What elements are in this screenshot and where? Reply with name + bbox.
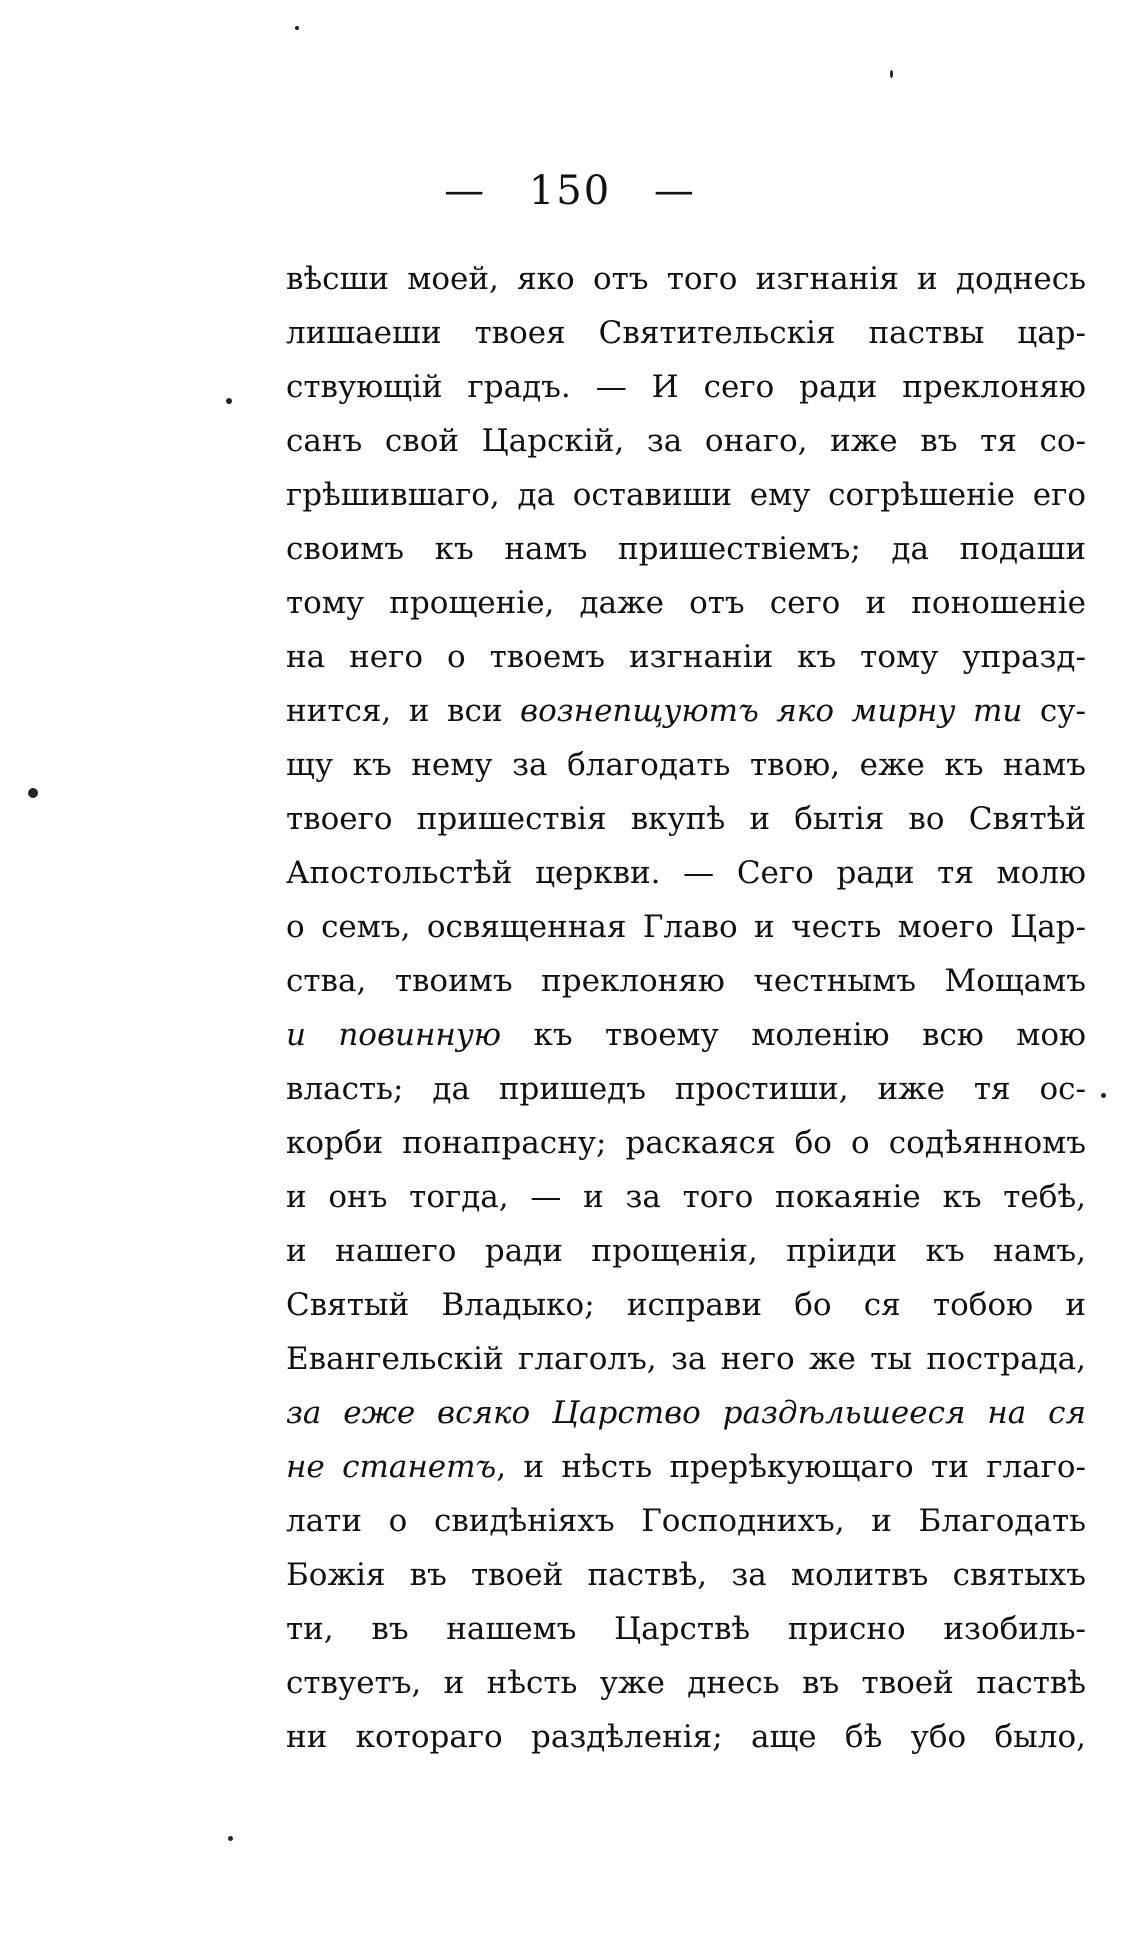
text-line: лати о свидѣніяхъ Господнихъ, и Благодать [286, 1503, 1086, 1539]
text-line: Евангельскій глаголъ, за него же ты пострада, [286, 1341, 1086, 1377]
text-line: не станетъ, и нѣсть прерѣкующаго ти глаго- [286, 1449, 1086, 1485]
text-line: лишаеши твоея Святительскія паствы цар- [286, 315, 1086, 351]
text-line: санъ свой Царскій, за онаго, иже въ тя со- [286, 423, 1086, 459]
text-line: ствуетъ, и нѣсть уже днесь въ твоей паствѣ [286, 1665, 1086, 1701]
italic-phrase: за еже всяко Царство раздѣльшееся на ся [286, 1395, 1086, 1431]
text-line: Апостольстѣй церкви. — Сего ради тя молю [286, 855, 1086, 891]
text-line: ствующій градъ. — И сего ради преклоняю [286, 369, 1086, 405]
text-line: нится, и вси вознепщуютъ яко мирну ти су- [286, 693, 1086, 729]
text-line [286, 1386, 1086, 1440]
text-line: грѣшившаго, да оставиши ему согрѣшеніе его [286, 477, 1086, 513]
text-line: ни котораго раздѣленія; аще бѣ убо было, [286, 1719, 1086, 1755]
page-header [0, 168, 1140, 214]
text-line: на него о твоемъ изгнаніи къ тому упразд- [286, 639, 1086, 675]
paper-speck [1101, 1093, 1106, 1098]
paper-speck [228, 1836, 233, 1841]
text-line: ства, твоимъ преклоняю честнымъ Мощамъ [286, 963, 1086, 999]
text-line: твоего пришествія вкупѣ и бытія во Святѣй [286, 801, 1086, 837]
paper-speck [295, 26, 299, 30]
text-line: о семъ, освященная Главо и честь моего Цар- [286, 909, 1086, 945]
text-line: ти, въ нашемъ Царствѣ присно изобиль- [286, 1611, 1086, 1647]
text-line: и нашего ради прощенія, пріиди къ намъ, [286, 1233, 1086, 1269]
text-line: щу къ нему за благодать твою, еже къ намъ [286, 747, 1086, 783]
text-line: Божія въ твоей паствѣ, за молитвъ святыхъ [286, 1557, 1086, 1593]
text-line: своимъ къ намъ пришествіемъ; да подаши [286, 531, 1086, 567]
text-line: корби понапрасну; раскаяся бо о содѣянномъ [286, 1125, 1086, 1161]
paper-speck [226, 398, 232, 404]
italic-phrase: вознепщуютъ яко мирну ти [520, 693, 1023, 729]
text-line: и онъ тогда, — и за того покаяніе къ тебѣ, [286, 1179, 1086, 1215]
header-dash-left: — [444, 168, 487, 214]
paper-speck [28, 788, 38, 798]
paper-speck [890, 70, 893, 78]
header-dash-right: — [653, 168, 696, 214]
page-number: 150 [528, 168, 612, 214]
body-text [286, 252, 1086, 1764]
text-line: тому прощеніе, даже отъ сего и поношеніе [286, 585, 1086, 621]
text-line: вѣсши моей, яко отъ того изгнанія и доднесь [286, 261, 1086, 297]
text-line: и повинную къ твоему моленію всю мою [286, 1017, 1086, 1053]
italic-phrase: и повинную [286, 1017, 502, 1053]
text-line: Святый Владыко; исправи бо ся тобою и [286, 1287, 1086, 1323]
italic-phrase: не станетъ [286, 1449, 497, 1485]
text-line: власть; да пришедъ простиши, иже тя ос- [286, 1071, 1086, 1107]
